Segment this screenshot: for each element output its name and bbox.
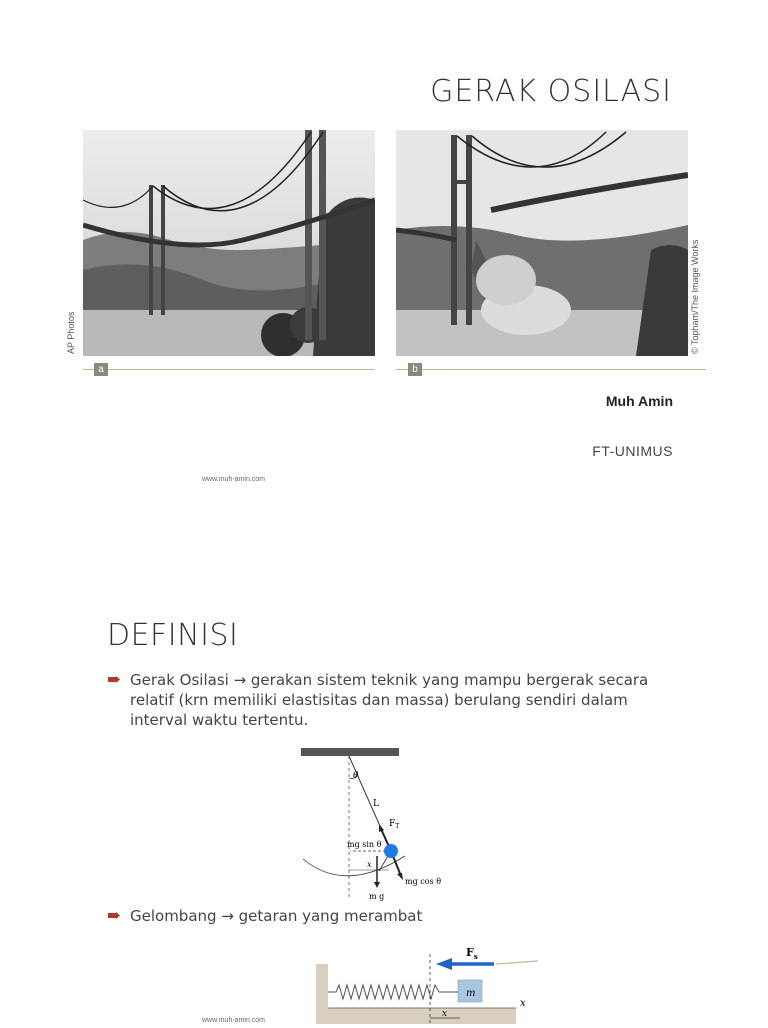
slide-definition bbox=[0, 560, 768, 1024]
spring-floor bbox=[316, 1008, 516, 1024]
x-axis-label: x bbox=[520, 998, 526, 1009]
bullet-text: Gelombang → getaran yang merambat bbox=[130, 907, 423, 925]
pendulum-bob bbox=[384, 844, 398, 858]
slide-definition-heading: DEFINISI bbox=[107, 618, 239, 653]
mass-label: m bbox=[466, 988, 476, 999]
footer-url: www.muh-amin.com bbox=[202, 476, 266, 483]
bullet-item bbox=[108, 906, 668, 926]
photo-a-label: a bbox=[94, 363, 108, 376]
photo-a-label-line bbox=[83, 369, 375, 370]
bullet-arrow-icon bbox=[108, 912, 120, 919]
photo-a-credit: AP Photos bbox=[66, 311, 76, 354]
spring-mass-diagram bbox=[310, 934, 540, 1028]
mg-label: m g bbox=[369, 892, 385, 901]
photo-b-label: b bbox=[408, 363, 422, 376]
bridge-photo-b bbox=[396, 130, 688, 356]
institution: FT-UNIMUS bbox=[592, 443, 673, 459]
spring-force-label: $F_s$ bbox=[466, 946, 478, 961]
bullet-item bbox=[108, 670, 668, 730]
pendulum-ceiling bbox=[301, 748, 399, 756]
bullet-text: Gerak Osilasi → gerakan sistem teknik yang mampu bergerak secara relatif (krn memiliki elastisitas dan massa) berulang sendiri dalam interval waktu tertentu. bbox=[130, 671, 649, 729]
theta-label: θ bbox=[353, 771, 359, 781]
photo-b-credit: © Topham/The Image Works bbox=[690, 239, 700, 354]
pendulum-diagram bbox=[295, 744, 465, 908]
tension-label: $F_T$ bbox=[389, 819, 400, 830]
mg-sin-label: mg sin θ bbox=[347, 840, 382, 849]
length-label: L bbox=[373, 799, 379, 809]
footer-url: www.muh-amin.com bbox=[202, 1017, 266, 1024]
x-displacement-label: x bbox=[442, 1009, 448, 1019]
mg-cos-label: mg cos θ bbox=[405, 877, 442, 886]
photo-b-label-line bbox=[396, 369, 706, 370]
slide-title-heading: GERAK OSILASI bbox=[430, 74, 672, 109]
bullet-arrow-icon bbox=[108, 676, 120, 683]
x-label: x bbox=[367, 860, 372, 869]
bridge-photo-a bbox=[83, 130, 375, 356]
author-name: Muh Amin bbox=[605, 393, 673, 409]
